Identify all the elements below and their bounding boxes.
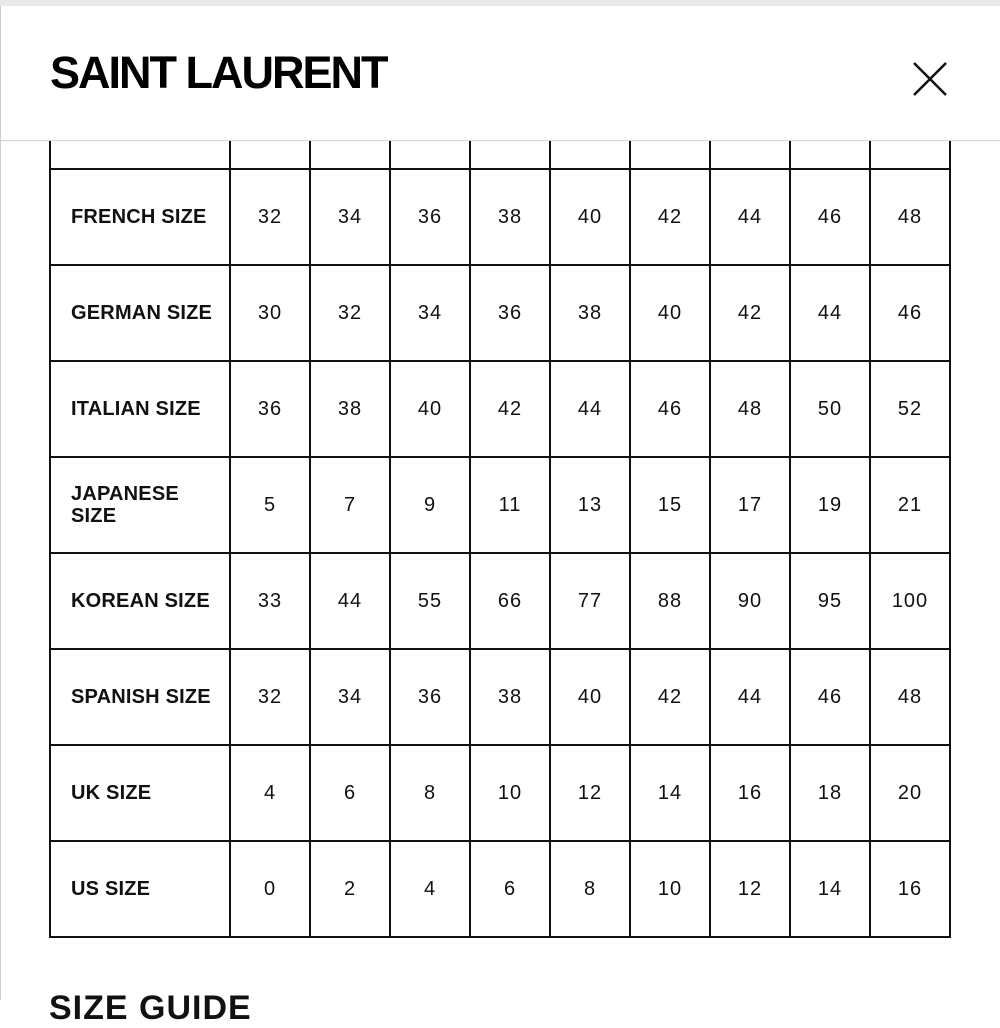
size-value-cell: 10 — [630, 841, 710, 937]
size-value-cell: 6 — [470, 841, 550, 937]
size-value-cell: 36 — [230, 361, 310, 457]
size-value-cell: 13 — [550, 457, 630, 553]
size-system-label: JAPANESE SIZE — [50, 457, 230, 553]
size-value-cell: 11 — [470, 457, 550, 553]
table-row — [50, 649, 950, 745]
size-system-label: KOREAN SIZE — [50, 553, 230, 649]
size-system-label: ITALIAN SIZE — [50, 361, 230, 457]
size-value-cell: 36 — [470, 265, 550, 361]
window-left-edge — [0, 6, 1, 1000]
size-value-cell: 40 — [390, 361, 470, 457]
table-row — [50, 457, 950, 553]
size-value-cell: 77 — [550, 553, 630, 649]
size-value-cell: 44 — [790, 265, 870, 361]
table-row — [50, 745, 950, 841]
size-value-cell: 55 — [390, 553, 470, 649]
size-value-cell: 4 — [390, 841, 470, 937]
size-value-cell: 66 — [470, 553, 550, 649]
table-cell — [630, 140, 710, 169]
size-value-cell: 46 — [790, 649, 870, 745]
size-value-cell: 16 — [710, 745, 790, 841]
table-cell — [790, 140, 870, 169]
size-value-cell: 33 — [230, 553, 310, 649]
size-value-cell: 30 — [230, 265, 310, 361]
size-value-cell: 36 — [390, 169, 470, 265]
size-value-cell: 19 — [790, 457, 870, 553]
size-value-cell: 5 — [230, 457, 310, 553]
size-value-cell: 44 — [550, 361, 630, 457]
size-value-cell: 46 — [790, 169, 870, 265]
size-value-cell: 12 — [550, 745, 630, 841]
size-value-cell: 9 — [390, 457, 470, 553]
size-value-cell: 38 — [470, 169, 550, 265]
size-guide-heading: SIZE GUIDE — [49, 989, 252, 1027]
size-value-cell: 48 — [710, 361, 790, 457]
size-value-cell: 52 — [870, 361, 950, 457]
size-value-cell: 10 — [470, 745, 550, 841]
size-value-cell: 40 — [630, 265, 710, 361]
table-row-partial — [50, 140, 950, 169]
size-value-cell: 46 — [630, 361, 710, 457]
size-value-cell: 2 — [310, 841, 390, 937]
table-cell — [870, 140, 950, 169]
size-value-cell: 34 — [390, 265, 470, 361]
size-value-cell: 42 — [630, 649, 710, 745]
size-value-cell: 14 — [790, 841, 870, 937]
modal-header — [1, 6, 1000, 141]
size-system-label: FRENCH SIZE — [50, 169, 230, 265]
size-value-cell: 42 — [470, 361, 550, 457]
table-row — [50, 361, 950, 457]
size-value-cell: 38 — [470, 649, 550, 745]
size-value-cell: 88 — [630, 553, 710, 649]
size-value-cell: 48 — [870, 169, 950, 265]
table-row — [50, 553, 950, 649]
table-cell — [230, 140, 310, 169]
size-value-cell: 32 — [230, 649, 310, 745]
size-table-container[interactable] — [49, 140, 952, 938]
size-value-cell: 6 — [310, 745, 390, 841]
table-row — [50, 265, 950, 361]
size-value-cell: 46 — [870, 265, 950, 361]
size-value-cell: 44 — [710, 649, 790, 745]
size-value-cell: 34 — [310, 649, 390, 745]
size-value-cell: 7 — [310, 457, 390, 553]
table-cell — [310, 140, 390, 169]
size-conversion-table — [49, 140, 951, 938]
size-value-cell: 48 — [870, 649, 950, 745]
size-value-cell: 44 — [710, 169, 790, 265]
size-value-cell: 15 — [630, 457, 710, 553]
size-value-cell: 40 — [550, 649, 630, 745]
size-value-cell: 12 — [710, 841, 790, 937]
size-value-cell: 32 — [310, 265, 390, 361]
size-value-cell: 42 — [630, 169, 710, 265]
size-value-cell: 38 — [550, 265, 630, 361]
size-value-cell: 90 — [710, 553, 790, 649]
table-row — [50, 841, 950, 937]
table-row — [50, 169, 950, 265]
table-cell — [50, 140, 230, 169]
size-value-cell: 95 — [790, 553, 870, 649]
size-system-label: UK SIZE — [50, 745, 230, 841]
size-value-cell: 18 — [790, 745, 870, 841]
size-value-cell: 14 — [630, 745, 710, 841]
table-cell — [710, 140, 790, 169]
table-cell — [390, 140, 470, 169]
size-value-cell: 36 — [390, 649, 470, 745]
size-value-cell: 8 — [390, 745, 470, 841]
size-value-cell: 42 — [710, 265, 790, 361]
table-cell — [470, 140, 550, 169]
size-value-cell: 20 — [870, 745, 950, 841]
size-value-cell: 21 — [870, 457, 950, 553]
size-value-cell: 40 — [550, 169, 630, 265]
size-value-cell: 100 — [870, 553, 950, 649]
size-value-cell: 50 — [790, 361, 870, 457]
size-value-cell: 44 — [310, 553, 390, 649]
size-system-label: US SIZE — [50, 841, 230, 937]
size-value-cell: 0 — [230, 841, 310, 937]
size-value-cell: 34 — [310, 169, 390, 265]
table-cell — [550, 140, 630, 169]
close-icon — [907, 56, 953, 102]
size-value-cell: 16 — [870, 841, 950, 937]
brand-logo: SAINT LAURENT — [50, 47, 387, 98]
size-value-cell: 17 — [710, 457, 790, 553]
size-value-cell: 38 — [310, 361, 390, 457]
size-value-cell: 32 — [230, 169, 310, 265]
size-value-cell: 8 — [550, 841, 630, 937]
close-button[interactable] — [907, 56, 953, 102]
size-system-label: SPANISH SIZE — [50, 649, 230, 745]
size-value-cell: 4 — [230, 745, 310, 841]
size-system-label: GERMAN SIZE — [50, 265, 230, 361]
